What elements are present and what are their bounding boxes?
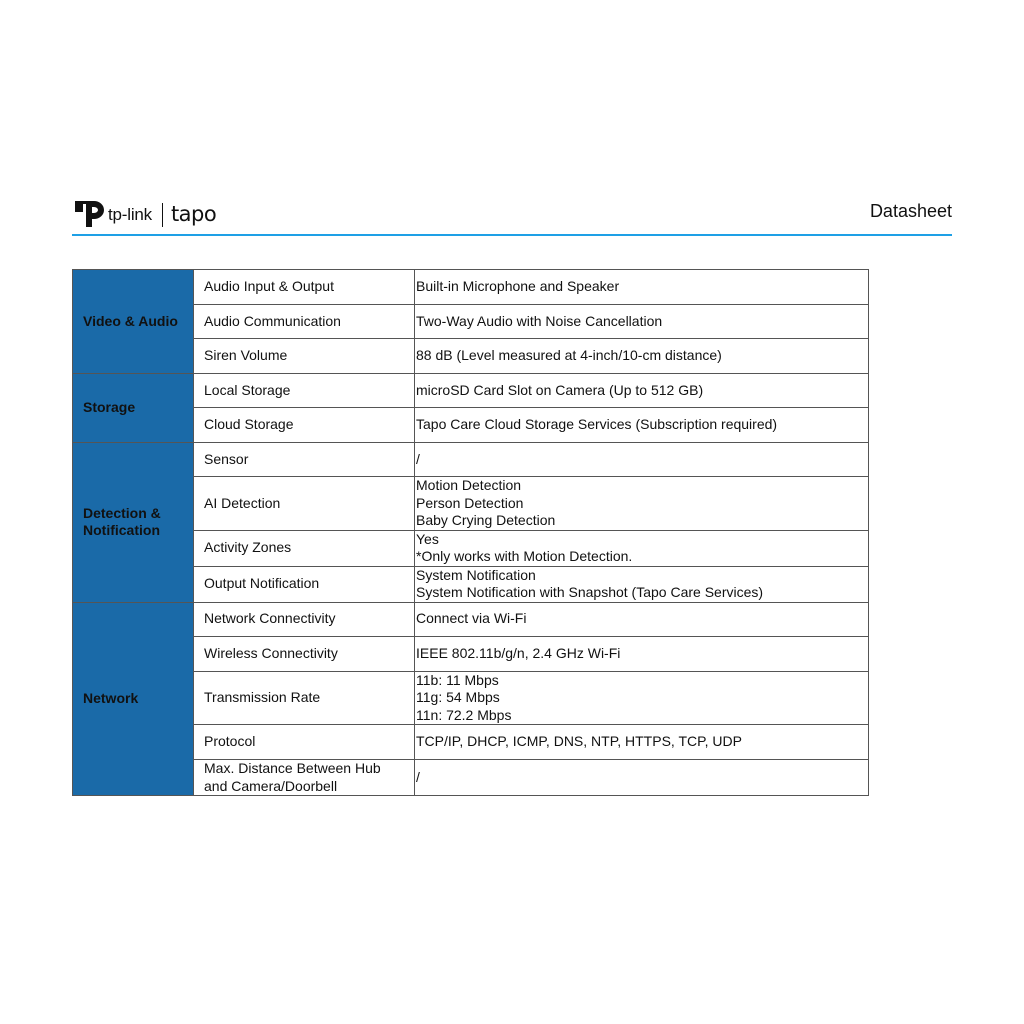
spec-label <box>194 270 415 305</box>
spec-label-line: AI Detection <box>204 494 281 511</box>
spec-value <box>415 443 869 477</box>
spec-value <box>415 760 869 796</box>
spec-value <box>415 270 869 305</box>
spec-label <box>194 671 415 725</box>
spec-label <box>194 477 415 531</box>
brand-tplink-text: tp-link <box>108 205 152 224</box>
spec-label <box>194 339 415 374</box>
spec-value <box>415 671 869 725</box>
document-type-label: Datasheet <box>869 201 952 221</box>
spec-value <box>415 725 869 760</box>
spec-label <box>194 408 415 443</box>
spec-value-line: 11n: 72.2 Mbps <box>416 706 512 723</box>
spec-value <box>415 636 869 671</box>
spec-label <box>194 602 415 636</box>
spec-table <box>72 269 869 796</box>
brand-logo <box>72 196 216 230</box>
spec-label-line: Max. Distance Between Hub <box>204 760 381 776</box>
spec-label-line: Transmission Rate <box>204 689 321 705</box>
spec-value-line: Person Detection <box>416 494 524 511</box>
spec-row <box>73 602 869 636</box>
spec-label <box>194 530 415 566</box>
spec-label-line: Activity Zones <box>204 539 292 556</box>
spec-value-line: microSD Card Slot on Camera (Up to 512 GB) <box>416 381 704 398</box>
spec-label-line: Wireless Connectivity <box>204 644 338 661</box>
spec-value <box>415 566 869 602</box>
spec-value-line: Connect via Wi-Fi <box>416 610 527 627</box>
spec-value <box>415 374 869 408</box>
spec-value-line: Yes <box>416 530 439 547</box>
spec-row <box>73 374 869 408</box>
section-category: Detection & Notification <box>73 443 194 603</box>
section-category: Network <box>73 602 194 796</box>
spec-label-line: Output Notification <box>204 575 320 592</box>
spec-label-line: Local Storage <box>204 381 291 398</box>
spec-value <box>415 530 869 566</box>
spec-label-line: Siren Volume <box>204 347 288 364</box>
section-category: Video & Audio <box>73 270 194 374</box>
spec-label-line: Protocol <box>204 733 256 750</box>
spec-value-line: Built-in Microphone and Speaker <box>416 278 620 295</box>
spec-label-line: Audio Communication <box>204 312 341 329</box>
spec-value-line: System Notification with Snapshot (Tapo Care Services) <box>416 584 764 600</box>
header-divider <box>72 234 952 236</box>
spec-value-line: TCP/IP, DHCP, ICMP, DNS, NTP, HTTPS, TCP, UDP <box>416 733 742 750</box>
spec-value-line: / <box>416 768 420 785</box>
spec-value <box>415 477 869 531</box>
spec-label <box>194 566 415 602</box>
spec-row <box>73 443 869 477</box>
spec-value-line: 88 dB (Level measured at 4-inch/10-cm distance) <box>416 347 722 364</box>
spec-value-line: Tapo Care Cloud Storage Services (Subscription required) <box>416 416 778 433</box>
spec-label <box>194 374 415 408</box>
spec-value <box>415 408 869 443</box>
spec-value-line: Two-Way Audio with Noise Cancellation <box>416 312 663 329</box>
spec-label-line: Sensor <box>204 450 249 467</box>
spec-value-line: IEEE 802.11b/g/n, 2.4 GHz Wi-Fi <box>416 644 621 661</box>
spec-label <box>194 725 415 760</box>
spec-value-line: / <box>416 450 420 467</box>
tp-link-logo-icon <box>72 196 106 230</box>
spec-table-body <box>73 270 869 796</box>
spec-label-line: Cloud Storage <box>204 416 294 433</box>
spec-label <box>194 636 415 671</box>
spec-value-line: Motion Detection <box>416 477 522 493</box>
spec-label-line: Audio Input & Output <box>204 278 334 295</box>
spec-value-line: 11g: 54 Mbps <box>416 689 500 705</box>
spec-value <box>415 305 869 339</box>
spec-value-line: System Notification <box>416 566 536 583</box>
brand-separator <box>162 203 163 227</box>
spec-label <box>194 443 415 477</box>
page-header <box>72 193 952 237</box>
spec-value <box>415 339 869 374</box>
spec-value-line: Baby Crying Detection <box>416 512 556 528</box>
spec-value <box>415 602 869 636</box>
spec-value-line: *Only works with Motion Detection. <box>416 548 633 564</box>
spec-label-line: and Camera/Doorbell <box>204 777 338 794</box>
spec-label <box>194 760 415 796</box>
spec-label <box>194 305 415 339</box>
section-category: Storage <box>73 374 194 443</box>
spec-row <box>73 270 869 305</box>
spec-label-line: Network Connectivity <box>204 610 336 627</box>
brand-tapo-text: tapo <box>170 202 217 226</box>
spec-value-line: 11b: 11 Mbps <box>416 671 499 688</box>
